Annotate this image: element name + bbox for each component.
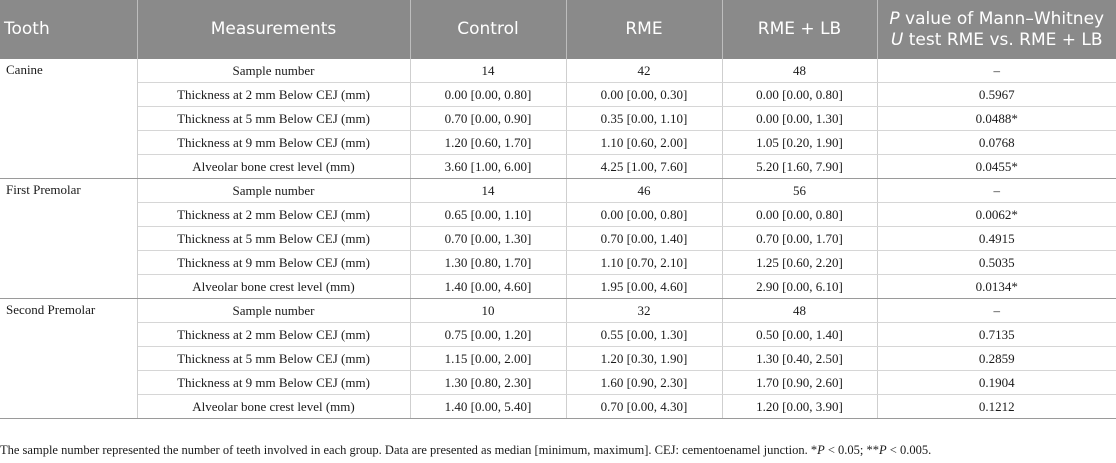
measurement-cell: Thickness at 9 mm Below CEJ (mm) <box>137 131 410 155</box>
control-cell: 14 <box>410 179 566 203</box>
rme-cell: 0.55 [0.00, 1.30] <box>566 323 722 347</box>
rme-lb-cell: 56 <box>722 179 877 203</box>
rme-lb-cell: 1.05 [0.20, 1.90] <box>722 131 877 155</box>
table-footnote <box>0 443 1116 458</box>
p-value-cell: 0.0455* <box>877 155 1116 179</box>
measurement-cell: Thickness at 2 mm Below CEJ (mm) <box>137 83 410 107</box>
table-row <box>0 107 1116 131</box>
measurement-cell: Thickness at 9 mm Below CEJ (mm) <box>137 371 410 395</box>
control-cell: 1.30 [0.80, 1.70] <box>410 251 566 275</box>
rme-cell: 1.95 [0.00, 4.60] <box>566 275 722 299</box>
header-row <box>0 0 1116 59</box>
control-cell: 1.30 [0.80, 2.30] <box>410 371 566 395</box>
p-value-cell: – <box>877 179 1116 203</box>
table-row <box>0 227 1116 251</box>
tooth-cell: First Premolar <box>0 179 137 299</box>
footnote-sig2-star: ** <box>866 443 880 457</box>
control-cell: 0.70 [0.00, 0.90] <box>410 107 566 131</box>
rme-lb-cell: 2.90 [0.00, 6.10] <box>722 275 877 299</box>
rme-lb-cell: 1.25 [0.60, 2.20] <box>722 251 877 275</box>
control-cell: 0.75 [0.00, 1.20] <box>410 323 566 347</box>
header-control: Control <box>410 0 566 59</box>
rme-cell: 46 <box>566 179 722 203</box>
header-rme: RME <box>566 0 722 59</box>
control-cell: 0.70 [0.00, 1.30] <box>410 227 566 251</box>
table-row <box>0 131 1116 155</box>
table-row <box>0 251 1116 275</box>
header-p-value <box>877 0 1116 59</box>
p-value-cell: – <box>877 59 1116 83</box>
measurement-cell: Thickness at 9 mm Below CEJ (mm) <box>137 251 410 275</box>
rme-cell: 1.20 [0.30, 1.90] <box>566 347 722 371</box>
rme-cell: 0.70 [0.00, 1.40] <box>566 227 722 251</box>
measurement-cell: Thickness at 5 mm Below CEJ (mm) <box>137 227 410 251</box>
header-p-italic: P <box>889 8 900 29</box>
p-value-cell: 0.7135 <box>877 323 1116 347</box>
header-rme-lb: RME + LB <box>722 0 877 59</box>
header-tooth: Tooth <box>0 0 137 59</box>
rme-cell: 0.70 [0.00, 4.30] <box>566 395 722 419</box>
rme-cell: 1.10 [0.60, 2.00] <box>566 131 722 155</box>
rme-lb-cell: 1.20 [0.00, 3.90] <box>722 395 877 419</box>
rme-lb-cell: 48 <box>722 59 877 83</box>
measurement-cell: Sample number <box>137 179 410 203</box>
rme-cell: 32 <box>566 299 722 323</box>
table-row <box>0 371 1116 395</box>
header-u-italic: U <box>890 29 904 50</box>
table-row <box>0 395 1116 419</box>
table-body <box>0 59 1116 419</box>
control-cell: 1.40 [0.00, 5.40] <box>410 395 566 419</box>
control-cell: 1.40 [0.00, 4.60] <box>410 275 566 299</box>
table-row <box>0 59 1116 83</box>
rme-cell: 0.35 [0.00, 1.10] <box>566 107 722 131</box>
control-cell: 1.20 [0.60, 1.70] <box>410 131 566 155</box>
p-value-cell: 0.0768 <box>877 131 1116 155</box>
table-row <box>0 347 1116 371</box>
rme-lb-cell: 0.00 [0.00, 0.80] <box>722 203 877 227</box>
p-value-cell: 0.2859 <box>877 347 1116 371</box>
rme-lb-cell: 0.50 [0.00, 1.40] <box>722 323 877 347</box>
measurement-cell: Thickness at 2 mm Below CEJ (mm) <box>137 323 410 347</box>
p-value-cell: 0.4915 <box>877 227 1116 251</box>
footnote-sig2-rest: < 0.005. <box>886 443 932 457</box>
p-value-cell: 0.0134* <box>877 275 1116 299</box>
p-value-cell: – <box>877 299 1116 323</box>
header-measurements: Measurements <box>137 0 410 59</box>
p-value-cell: 0.0488* <box>877 107 1116 131</box>
tooth-cell: Second Premolar <box>0 299 137 419</box>
p-value-cell: 0.1904 <box>877 371 1116 395</box>
measurement-cell: Alveolar bone crest level (mm) <box>137 155 410 179</box>
tooth-cell: Canine <box>0 59 137 179</box>
measurement-cell: Thickness at 5 mm Below CEJ (mm) <box>137 107 410 131</box>
measurement-cell: Thickness at 2 mm Below CEJ (mm) <box>137 203 410 227</box>
measurement-cell: Sample number <box>137 59 410 83</box>
rme-lb-cell: 5.20 [1.60, 7.90] <box>722 155 877 179</box>
rme-cell: 4.25 [1.00, 7.60] <box>566 155 722 179</box>
footnote-sig1-p: P <box>817 443 825 457</box>
table-row <box>0 179 1116 203</box>
rme-lb-cell: 0.00 [0.00, 0.80] <box>722 83 877 107</box>
footnote-text: The sample number represented the number of teeth involved in each group. Data are presented as median [minimum, maximum]. CEJ: cementoenamel junction. <box>0 443 811 457</box>
rme-cell: 0.00 [0.00, 0.80] <box>566 203 722 227</box>
p-value-cell: 0.1212 <box>877 395 1116 419</box>
header-p-line1: value of Mann–Whitney <box>899 8 1105 29</box>
measurement-cell: Alveolar bone crest level (mm) <box>137 395 410 419</box>
measurement-cell: Sample number <box>137 299 410 323</box>
table-row <box>0 299 1116 323</box>
table-row <box>0 203 1116 227</box>
rme-cell: 1.10 [0.70, 2.10] <box>566 251 722 275</box>
control-cell: 3.60 [1.00, 6.00] <box>410 155 566 179</box>
table-row <box>0 155 1116 179</box>
control-cell: 1.15 [0.00, 2.00] <box>410 347 566 371</box>
header-p-line2: test RME vs. RME + LB <box>903 29 1103 50</box>
control-cell: 0.00 [0.00, 0.80] <box>410 83 566 107</box>
p-value-cell: 0.0062* <box>877 203 1116 227</box>
control-cell: 10 <box>410 299 566 323</box>
rme-cell: 1.60 [0.90, 2.30] <box>566 371 722 395</box>
footnote-sig2-p: P <box>879 443 887 457</box>
control-cell: 0.65 [0.00, 1.10] <box>410 203 566 227</box>
measurement-cell: Alveolar bone crest level (mm) <box>137 275 410 299</box>
rme-lb-cell: 1.30 [0.40, 2.50] <box>722 347 877 371</box>
p-value-cell: 0.5035 <box>877 251 1116 275</box>
table-row <box>0 83 1116 107</box>
rme-cell: 0.00 [0.00, 0.30] <box>566 83 722 107</box>
measurement-cell: Thickness at 5 mm Below CEJ (mm) <box>137 347 410 371</box>
footnote-sig1-star: * <box>810 443 818 457</box>
footnote-sig1-rest: < 0.05; <box>824 443 867 457</box>
p-value-cell: 0.5967 <box>877 83 1116 107</box>
table-row <box>0 323 1116 347</box>
rme-lb-cell: 48 <box>722 299 877 323</box>
table-row <box>0 275 1116 299</box>
control-cell: 14 <box>410 59 566 83</box>
rme-lb-cell: 0.70 [0.00, 1.70] <box>722 227 877 251</box>
rme-cell: 42 <box>566 59 722 83</box>
rme-lb-cell: 1.70 [0.90, 2.60] <box>722 371 877 395</box>
rme-lb-cell: 0.00 [0.00, 1.30] <box>722 107 877 131</box>
